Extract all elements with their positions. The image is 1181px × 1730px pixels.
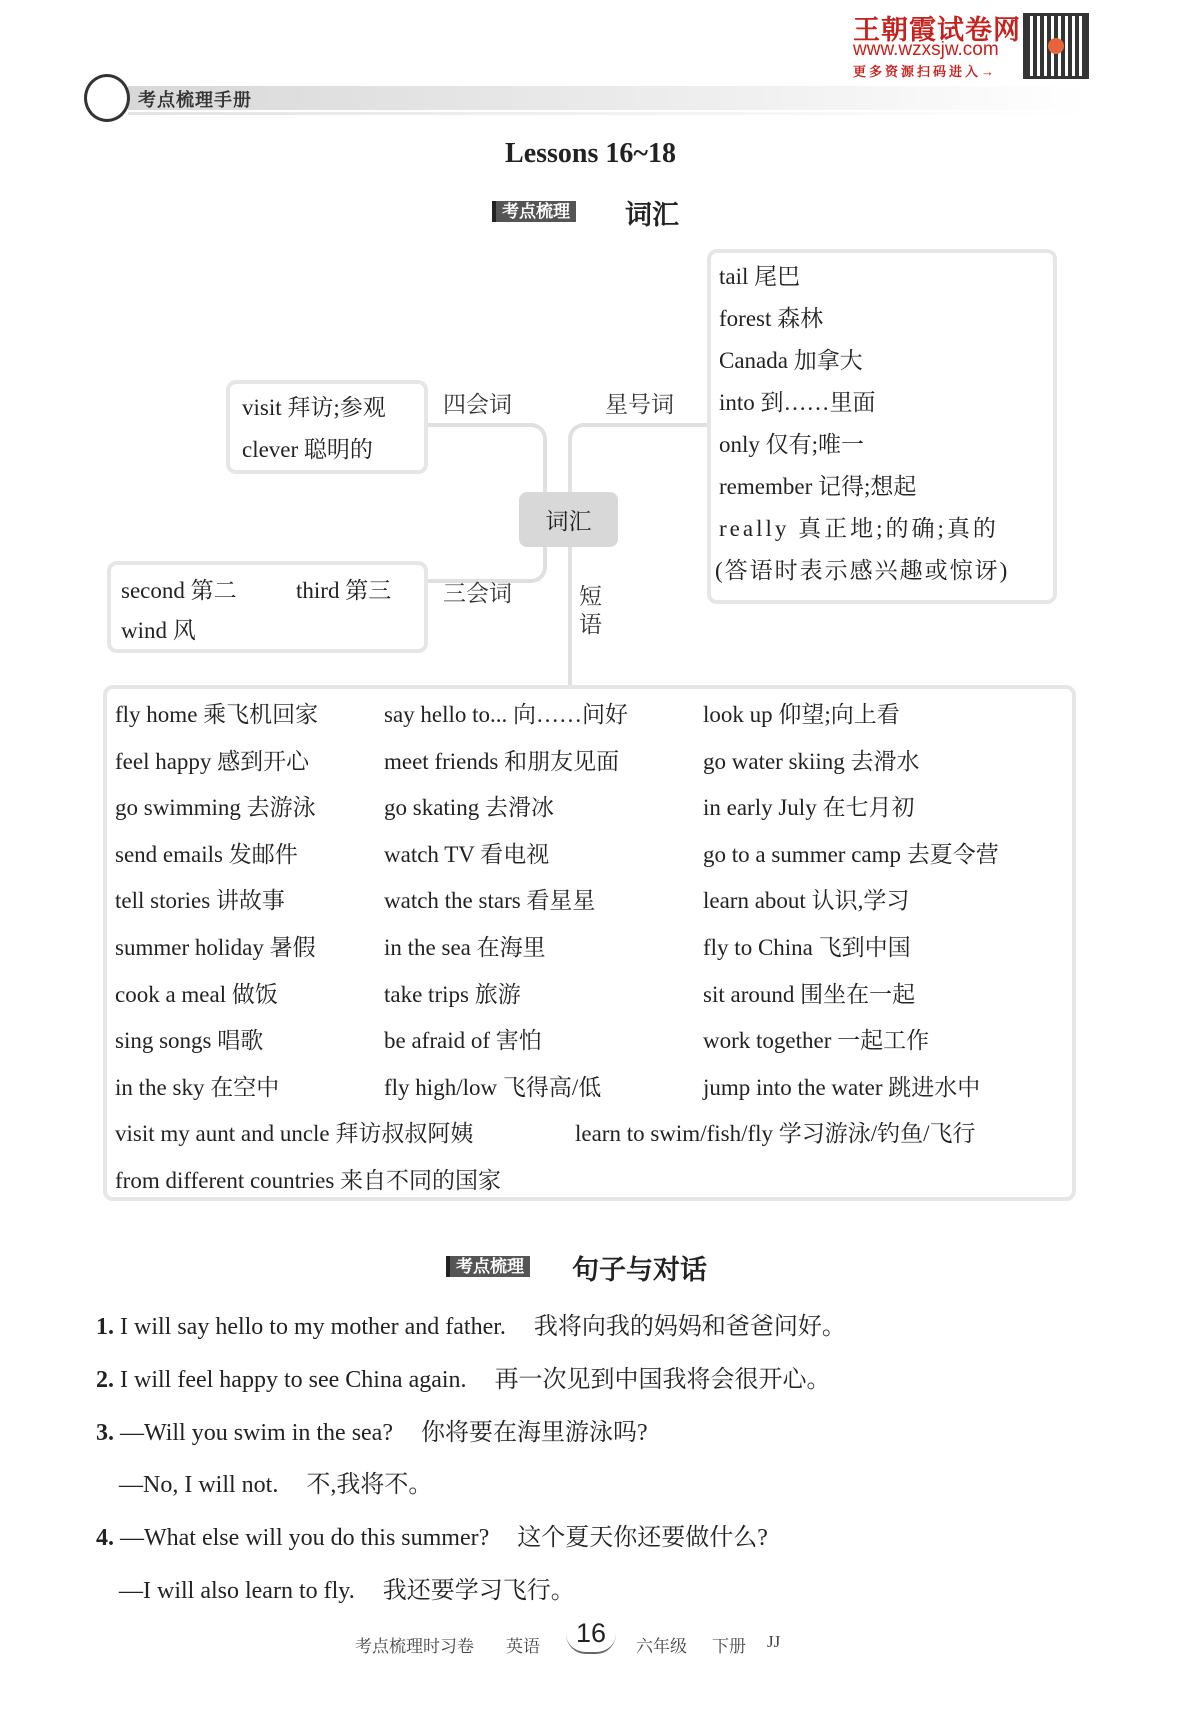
- phrase-item: fly to China 飞到中国: [703, 935, 911, 960]
- footer-edition: JJ: [767, 1632, 781, 1651]
- sentence-chinese: 不,我将不。: [306, 1472, 433, 1499]
- section-tag-vocab: [492, 197, 576, 222]
- tag-label: 考点梳理: [492, 201, 576, 222]
- brand-more-text: 更多资源扫码进入→: [853, 64, 998, 79]
- phrase-item: take trips 旅游: [384, 981, 521, 1007]
- phrase-item: be afraid of 害怕: [384, 1028, 542, 1054]
- brand-logo: 王朝霞试卷网: [853, 15, 1021, 45]
- word-item: third 第三: [296, 578, 392, 603]
- sentence-chinese: 你将要在海里游泳吗?: [421, 1419, 648, 1446]
- phrase-item: go swimming 去游泳: [115, 795, 316, 821]
- star-words-box: [707, 249, 1057, 604]
- sentence-english: —What else will you do this summer?: [120, 1525, 490, 1552]
- phrase-item: fly high/low 飞得高/低: [384, 1074, 602, 1100]
- phrase-item: in early July 在七月初: [703, 795, 915, 821]
- sentence-line: [119, 1464, 432, 1499]
- tag-label: 考点梳理: [446, 1256, 530, 1277]
- footer-subject: 英语: [506, 1637, 540, 1656]
- sentence-line: [96, 1412, 648, 1447]
- phrase-item: watch the stars 看星星: [384, 888, 596, 914]
- sentence-line: [96, 1306, 846, 1341]
- phrase-item: sit around 围坐在一起: [703, 981, 916, 1007]
- four-skill-words-box: [226, 380, 428, 474]
- sentence-chinese: 这个夏天你还要做什么?: [517, 1525, 768, 1552]
- phrase-item: go to a summer camp 去夏令营: [703, 841, 999, 867]
- word-item: Canada 加拿大: [719, 348, 863, 373]
- phrase-item: meet friends 和朋友见面: [384, 748, 620, 774]
- section-tag-sentences: [446, 1252, 530, 1277]
- word-item: remember 记得;想起: [719, 474, 917, 499]
- phrase-item: from different countries 来自不同的国家: [115, 1168, 502, 1193]
- four-skill-label: 四会词: [443, 392, 512, 417]
- sentence-chinese: 我还要学习飞行。: [382, 1578, 575, 1604]
- sentence-number: 3.: [96, 1419, 114, 1446]
- header-divider: [128, 112, 1088, 115]
- sentence-number: 4.: [96, 1525, 114, 1552]
- three-skill-label: 三会词: [443, 581, 512, 606]
- phrase-item: learn about 认识,学习: [703, 888, 910, 914]
- phrase-item: cook a meal 做饭: [115, 981, 278, 1007]
- sentence-english: —No, I will not.: [119, 1472, 279, 1499]
- word-item: second 第二: [121, 578, 237, 603]
- phrase-item: go water skiing 去滑水: [703, 748, 920, 774]
- header-section-title: 考点梳理手册: [138, 90, 252, 110]
- sentence-english: —I will also learn to fly.: [119, 1578, 355, 1604]
- section-heading-sentences: 句子与对话: [572, 1255, 707, 1285]
- phrase-item: feel happy 感到开心: [115, 748, 310, 774]
- word-item: clever 聪明的: [242, 437, 373, 462]
- word-note: (答语时表示感兴趣或惊讶): [715, 558, 1010, 583]
- brand-url[interactable]: www.wzxsjw.com: [853, 39, 999, 60]
- phrase-item: fly home 乘飞机回家: [115, 702, 319, 727]
- sentence-english: I will say hello to my mother and father.: [120, 1314, 506, 1340]
- sentence-line: [119, 1570, 575, 1605]
- sentence-number: 2.: [96, 1366, 114, 1393]
- sentence-chinese: 我将向我的妈妈和爸爸问好。: [533, 1314, 846, 1340]
- phrase-item: work together 一起工作: [703, 1028, 930, 1054]
- phrase-item: visit my aunt and uncle 拜访叔叔阿姨: [115, 1121, 474, 1147]
- phrase-item: say hello to... 向……问好: [384, 702, 629, 727]
- phrase-item: send emails 发邮件: [115, 841, 298, 867]
- word-item: visit 拜访;参观: [242, 395, 386, 420]
- phrase-item: tell stories 讲故事: [115, 888, 285, 914]
- qr-code-icon[interactable]: [1023, 13, 1089, 79]
- three-skill-words-box: [107, 561, 428, 653]
- word-item: wind 风: [121, 618, 196, 643]
- connector-right: [568, 423, 709, 687]
- phrase-item: learn to swim/fish/fly 学习游泳/钓鱼/飞行: [575, 1121, 976, 1147]
- footer-book: 考点梳理时习卷: [355, 1637, 474, 1656]
- phrase-item: in the sea 在海里: [384, 935, 546, 960]
- sentence-chinese: 再一次见到中国我将会很开心。: [494, 1366, 831, 1393]
- page-title: Lessons 16~18: [505, 138, 676, 169]
- footer-volume: 下册: [712, 1637, 746, 1656]
- phrase-item: summer holiday 暑假: [115, 935, 316, 960]
- sentence-line: [96, 1517, 768, 1552]
- sentence-number: 1.: [96, 1314, 114, 1340]
- phrase-item: look up 仰望;向上看: [703, 702, 900, 727]
- word-item: tail 尾巴: [719, 264, 801, 289]
- phrase-item: watch TV 看电视: [384, 841, 550, 867]
- section-heading-vocab: 词汇: [625, 200, 679, 230]
- phrase-item: sing songs 唱歌: [115, 1028, 264, 1054]
- footer-grade: 六年级: [636, 1637, 687, 1656]
- phrase-item: in the sky 在空中: [115, 1074, 280, 1100]
- sentence-english: I will feel happy to see China again.: [120, 1366, 467, 1393]
- sentence-line: [96, 1359, 831, 1394]
- word-item: only 仅有;唯一: [719, 432, 865, 457]
- publisher-seal-logo: [84, 74, 130, 122]
- word-item: really 真正地;的确;真的: [719, 516, 999, 541]
- page-number: 16: [566, 1618, 616, 1654]
- center-node-vocab: 词汇: [519, 492, 618, 547]
- phrase-item: jump into the water 跳进水中: [703, 1074, 981, 1100]
- star-words-label: 星号词: [605, 392, 674, 417]
- word-item: forest 森林: [719, 306, 824, 331]
- phrase-item: go skating 去滑冰: [384, 795, 554, 821]
- phrases-box: [103, 685, 1076, 1201]
- word-item: into 到……里面: [719, 390, 876, 415]
- header-bar: [128, 86, 1088, 110]
- phrases-label: 短语: [579, 584, 602, 637]
- sentence-english: —Will you swim in the sea?: [120, 1419, 393, 1446]
